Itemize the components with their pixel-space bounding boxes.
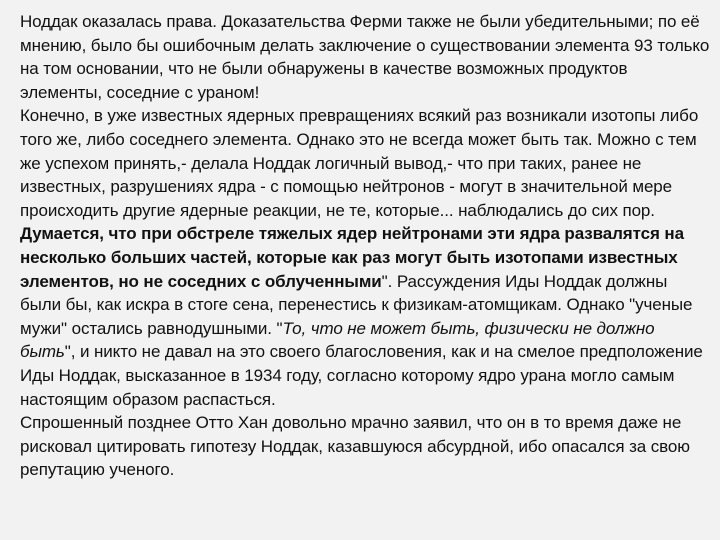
paragraph-2-text-c: ", и никто не давал на это своего благословения, как и на смелое предположение Иды Ноддак, высказанное в 1934 году, согласно которому ядро урана могло самым настоящим образом распасться. <box>20 342 703 409</box>
paragraph-1: Ноддак оказалась права. Доказательства Ферми также не были убедительными; по её мнению, было бы ошибочным делать заключение о существовании элемента 93 только на том основании, что не были обнаружены в качестве возможных продуктов элементы, соседние с ураном! <box>20 12 710 102</box>
paragraph-2-text-a: Конечно, в уже известных ядерных превращениях всякий раз возникали изотопы либо того же, либо соседнего элемента. Однако это не всегда может быть так. Можно с тем же успехом принять,- делала Ноддак логичный вывод,- что при таких, ранее не известных, разрушениях ядра - с помощью нейтронов - могут в значительной мере происходить другие ядерные реакции, не те, которые... наблюдались до сих пор. <box>20 106 699 220</box>
italic-quote: То, что не может быть, физически не должно быть <box>20 318 655 362</box>
bold-quote: Думается, что при обстреле тяжелых ядер нейтронами эти ядра развалятся на несколько больших частей, которые как раз могут быть изотопами известных элементов, но не соседних с облученными <box>20 224 684 291</box>
paragraph-3: Спрошенный позднее Отто Хан довольно мрачно заявил, что он в то время даже не рисковал цитировать гипотезу Ноддак, казавшуюся абсурдной, ибо опасался за свою репутацию ученого. <box>20 413 690 480</box>
paragraph-2-text-b: ". Рассуждения Иды Ноддак должны были бы, как искра в стоге сена, перенестись к физикам-атомщикам. Однако "ученые мужи" остались равнодушными. " <box>20 271 693 338</box>
paragraph-2 <box>20 104 710 411</box>
slide-text-body <box>20 10 710 482</box>
